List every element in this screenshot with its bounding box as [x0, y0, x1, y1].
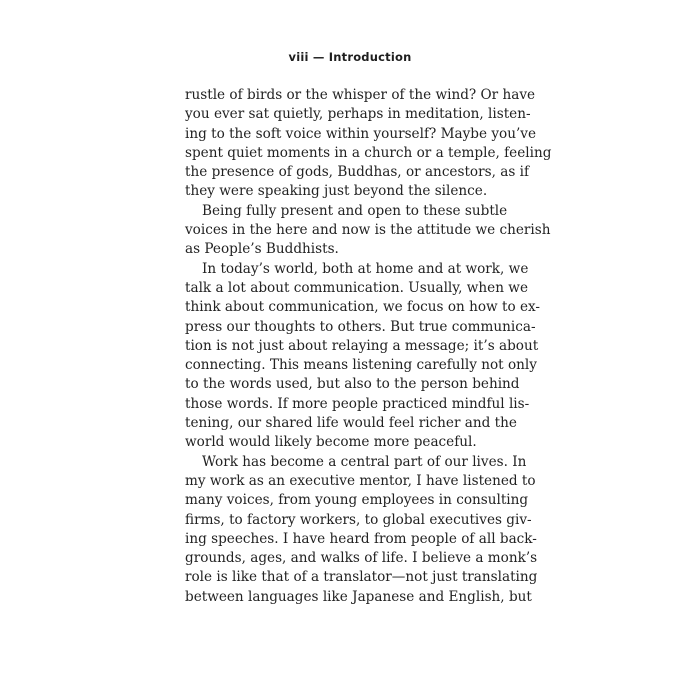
- text-line: role is like that of a translator—not just translating: [185, 569, 538, 586]
- text-line: connecting. This means listening carefully not only: [185, 357, 537, 374]
- paragraph: [185, 86, 552, 202]
- text-line: Work has become a central part of our lives. In: [202, 453, 527, 470]
- text-line: to the words used, but also to the person behind: [185, 376, 520, 393]
- text-line: you ever sat quietly, perhaps in meditation, listen-: [185, 106, 531, 123]
- text-line: tion is not just about relaying a message; it’s about: [185, 337, 539, 354]
- text-line: talk a lot about communication. Usually, when we: [185, 279, 528, 296]
- text-line: ing to the soft voice within yourself? Maybe you’ve: [185, 125, 537, 142]
- text-line: In today’s world, both at home and at work, we: [202, 260, 529, 277]
- text-line: the presence of gods, Buddhas, or ancestors, as if: [185, 164, 529, 181]
- text-line: rustle of birds or the whisper of the wind? Or have: [185, 87, 536, 103]
- text-line: between languages like Japanese and English, but: [185, 588, 532, 605]
- text-line: many voices, from young employees in consulting: [185, 492, 529, 509]
- text-line: voices in the here and now is the attitude we cherish: [185, 222, 551, 239]
- text-line: those words. If more people practiced mindful lis-: [185, 395, 530, 412]
- text-line: as People’s Buddhists.: [185, 241, 339, 258]
- text-line: spent quiet moments in a church or a temple, feeling: [185, 144, 552, 161]
- paragraph: [185, 202, 551, 260]
- text-line: grounds, ages, and walks of life. I believe a monk’s: [185, 550, 538, 567]
- running-head: viii — Introduction: [288, 50, 412, 64]
- text-line: my work as an executive mentor, I have listened to: [185, 472, 536, 489]
- text-line: ing speeches. I have heard from people of all back-: [185, 530, 537, 547]
- text-line: press our thoughts to others. But true communica-: [185, 318, 536, 335]
- body-text: [185, 86, 552, 607]
- text-line: think about communication, we focus on how to ex-: [185, 299, 541, 316]
- text-line: tening, our shared life would feel richer and the: [185, 415, 517, 432]
- text-line: world would likely become more peaceful.: [185, 434, 477, 451]
- paragraph: [185, 260, 541, 453]
- text-line: they were speaking just beyond the silence.: [185, 183, 488, 200]
- text-line: Being fully present and open to these subtle: [202, 202, 508, 219]
- text-line: firms, to factory workers, to global executives giv-: [185, 511, 532, 528]
- paragraph: [185, 453, 538, 607]
